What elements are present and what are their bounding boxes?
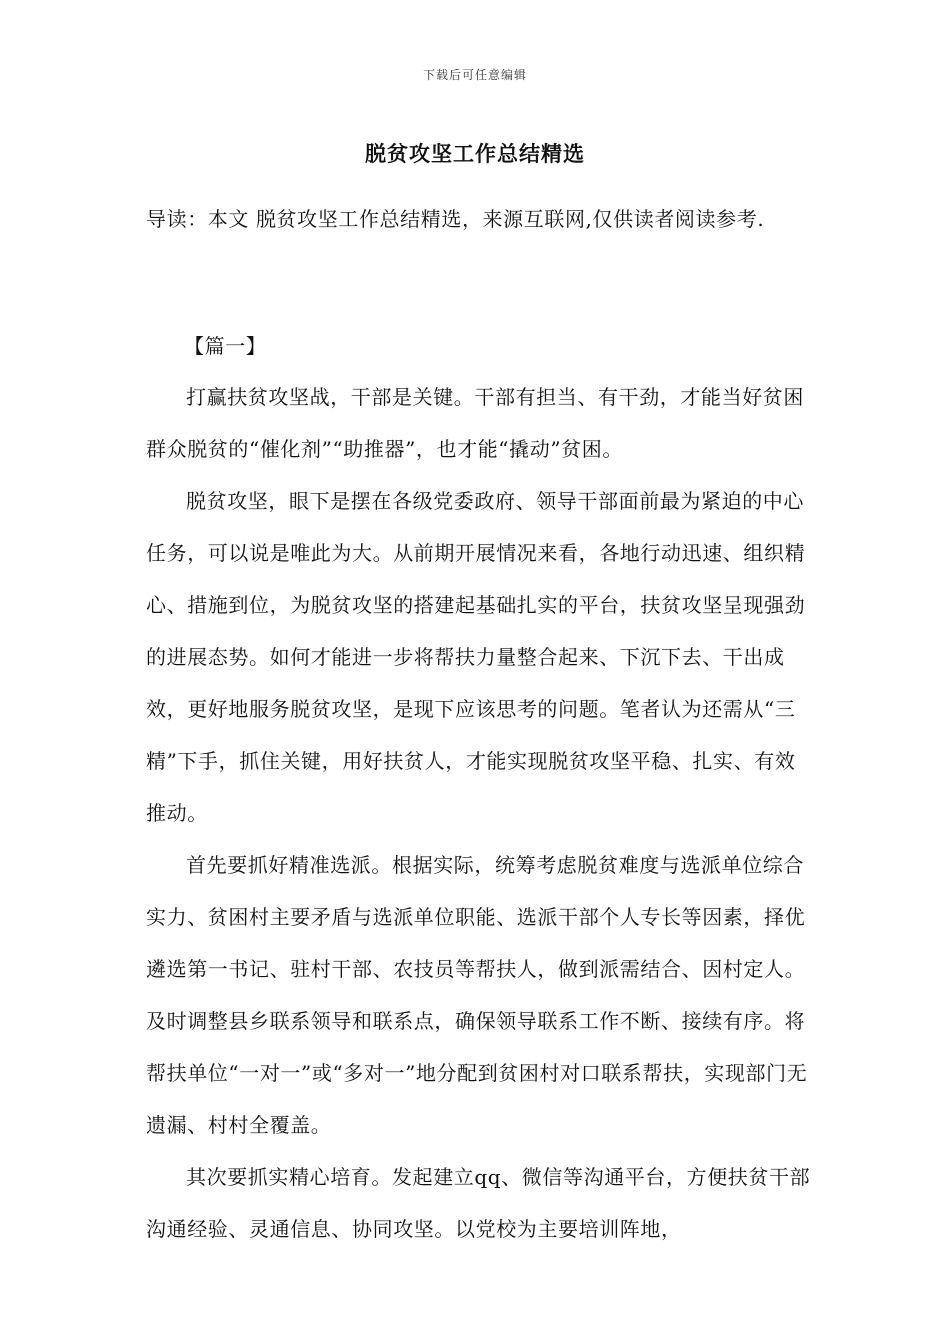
paragraph-4: 其次要抓实精心培育。发起建立qq、微信等沟通平台，方便扶贫干部沟通经验、灵通信息、协同攻坚。以党校为主要培训阵地，	[146, 1165, 811, 1241]
section-label: 【篇一】	[184, 334, 267, 358]
paragraph-3: 首先要抓好精准选派。根据实际，统筹考虑脱贫难度与选派单位综合实力、贫困村主要矛盾与选派单位职能、选派干部个人专长等因素，择优遴选第一书记、驻村干部、农技员等帮扶人，做到派需结合、因村定人。及时调整县乡联系领导和联系点，确保领导联系工作不断、接续有序。将帮扶单位“一对一”或“多对一”地分配到贫困村对口联系帮扶，实现部门无遗漏、村村全覆盖。	[146, 853, 808, 1137]
article-body	[146, 371, 814, 1255]
lead-paragraph	[146, 193, 814, 245]
header-note: 下载后可任意编辑	[422, 68, 527, 82]
lead-text: 导读：本文 脱贫攻坚工作总结精选，来源互联网,仅供读者阅读参考.	[146, 207, 765, 231]
document-title: 脱贫攻坚工作总结精选	[365, 141, 585, 166]
paragraph-2: 脱贫攻坚，眼下是摆在各级党委政府、领导干部面前最为紧迫的中心任务，可以说是唯此为大。从前期开展情况来看，各地行动迅速、组织精心、措施到位，为脱贫攻坚的搭建起基础扎实的平台，扶贫攻坚呈现强劲的进展态势。如何才能进一步将帮扶力量整合起来、下沉下去、干出成效，更好地服务脱贫攻坚，是现下应该思考的问题。笔者认为还需从“三精”下手，抓住关键，用好扶贫人，才能实现脱贫攻坚平稳、扎实、有效推动。	[146, 489, 806, 825]
paragraph-1: 打赢扶贫攻坚战，干部是关键。干部有担当、有干劲，才能当好贫困群众脱贫的“催化剂”“助推器”，也才能“撬动”贫困。	[146, 385, 804, 461]
